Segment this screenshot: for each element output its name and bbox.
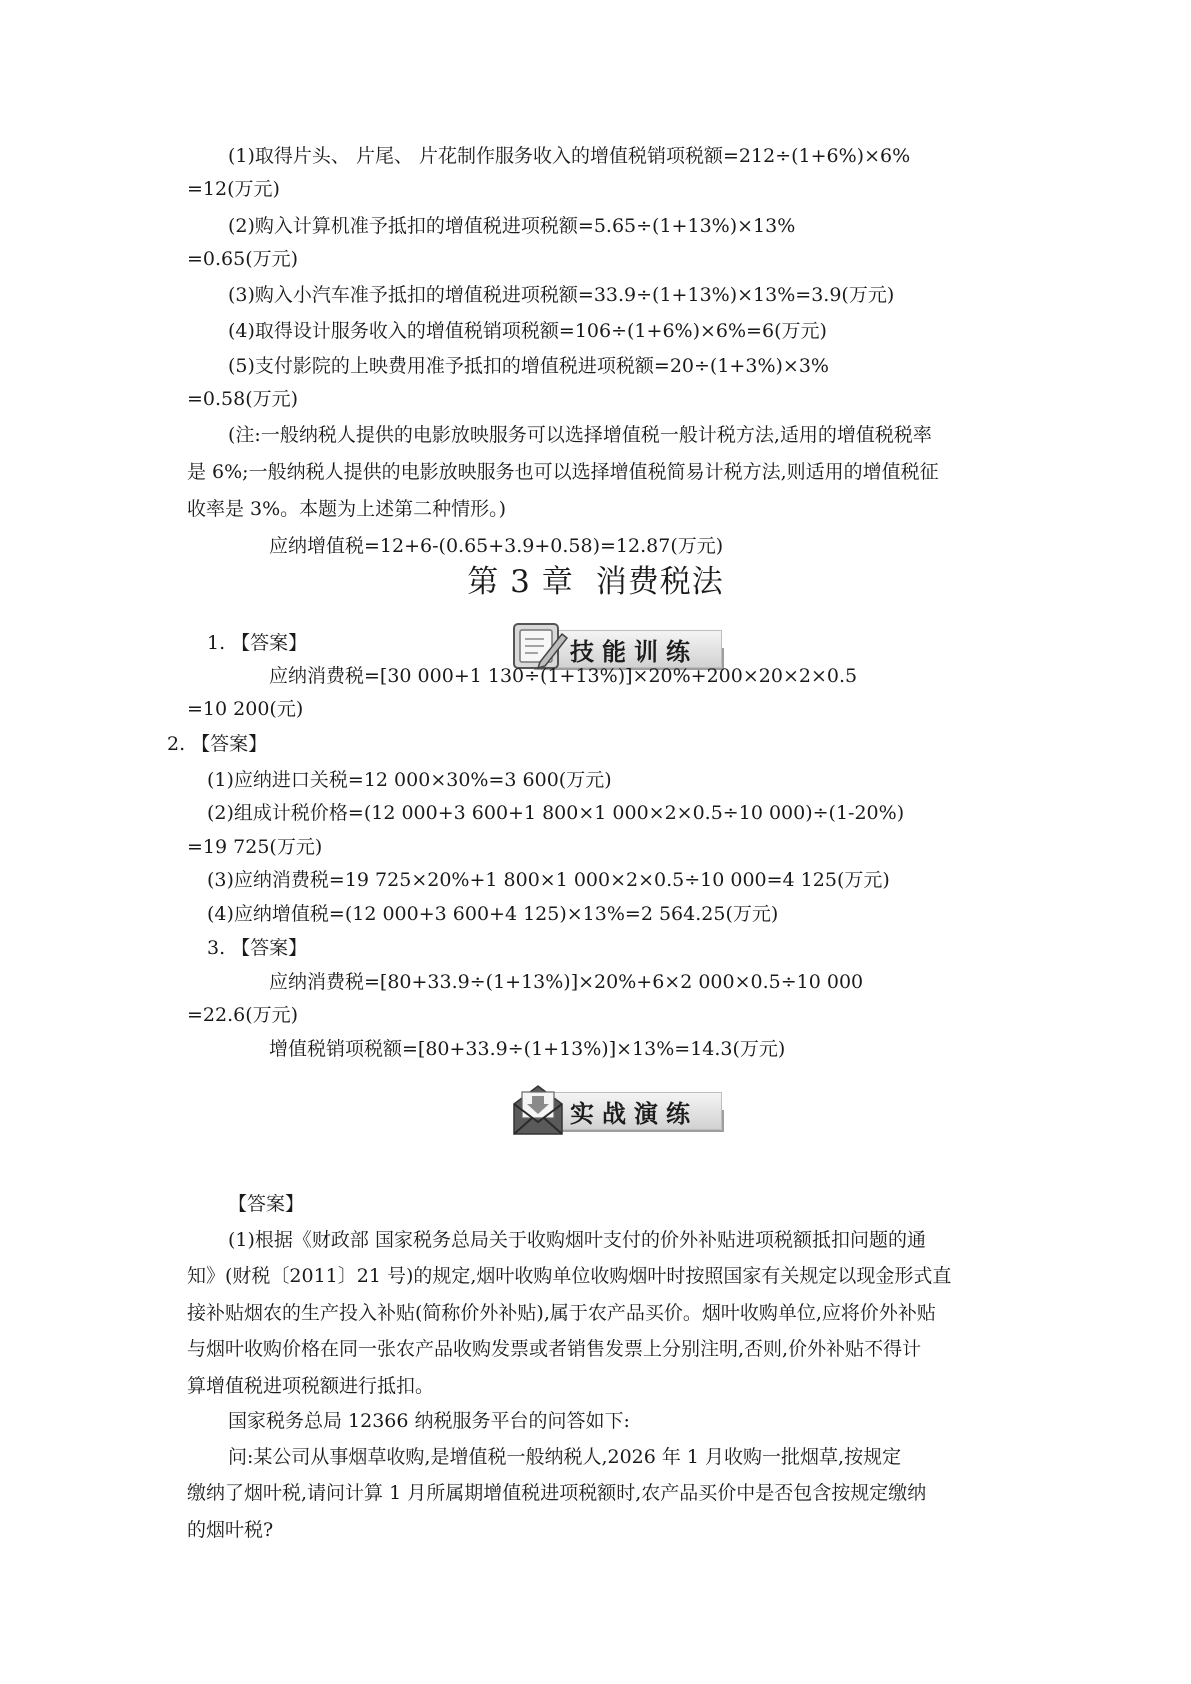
answer-line: (1)根据《财政部 国家税务总局关于收购烟叶支付的价外补贴进项税额抵扣问题的通 — [228, 1229, 926, 1251]
chapter-heading: 第 3 章 消费税法 — [467, 564, 724, 600]
answer-line: =12(万元) — [187, 178, 280, 200]
skill-training-banner: 技能训练 — [510, 618, 724, 676]
answer-line: =19 725(万元) — [187, 836, 323, 858]
answer-line: 算增值税进项税额进行抵扣。 — [187, 1375, 435, 1397]
answer-line: (5)支付影院的上映费用准予抵扣的增值税进项税额=20÷(1+3%)×3% — [228, 355, 829, 377]
answer-line: 【答案】 — [228, 1193, 305, 1215]
answer-line: (4)取得设计服务收入的增值税销项税额=106÷(1+6%)×6%=6(万元) — [228, 320, 827, 342]
answer-line: =0.65(万元) — [187, 248, 299, 270]
answer-line: (3)应纳消费税=19 725×20%+1 800×1 000×2×0.5÷10 000=4 125(万元) — [207, 869, 890, 891]
practice-banner: 实战演练 — [510, 1080, 724, 1138]
answer-line: (1)取得片头、 片尾、 片花制作服务收入的增值税销项税额=212÷(1+6%)×6% — [228, 145, 911, 167]
answer-line: 国家税务总局 12366 纳税服务平台的问答如下: — [228, 1410, 630, 1432]
answer-line: =22.6(万元) — [187, 1004, 299, 1026]
answer-line: =10 200(元) — [187, 698, 304, 720]
envelope-download-icon — [510, 1080, 570, 1138]
answer-line: 2. 【答案】 — [167, 733, 268, 755]
note-line: 是 6%;一般纳税人提供的电影放映服务也可以选择增值税简易计税方法,则适用的增值税征 — [187, 461, 939, 483]
answer-line: 的烟叶税? — [187, 1519, 274, 1541]
note-line: 收率是 3%。本题为上述第二种情形。) — [187, 498, 507, 520]
answer-line: 应纳增值税=12+6-(0.65+3.9+0.58)=12.87(万元) — [269, 535, 724, 557]
answer-line: 应纳消费税=[30 000+1 130÷(1+13%)]×20%+200×20×2×0.5 — [269, 665, 858, 687]
answer-line: 知》(财税〔2011〕21 号)的规定,烟叶收购单位收购烟叶时按照国家有关规定以现金形式直 — [187, 1265, 952, 1287]
answer-line: (1)应纳进口关税=12 000×30%=3 600(万元) — [207, 769, 612, 791]
answer-line: =0.58(万元) — [187, 388, 299, 410]
answer-line: (2)组成计税价格=(12 000+3 600+1 800×1 000×2×0.5÷10 000)÷(1-20%) — [207, 802, 905, 824]
answer-line: (4)应纳增值税=(12 000+3 600+4 125)×13%=2 564.25(万元) — [207, 903, 779, 925]
answer-line: 1. 【答案】 — [207, 632, 308, 654]
answer-line: (2)购入计算机准予抵扣的增值税进项税额=5.65÷(1+13%)×13% — [228, 215, 796, 237]
answer-line: 增值税销项税额=[80+33.9÷(1+13%)]×13%=14.3(万元) — [269, 1038, 786, 1060]
answer-line: 应纳消费税=[80+33.9÷(1+13%)]×20%+6×2 000×0.5÷10 000 — [269, 971, 864, 993]
answer-line: 与烟叶收购价格在同一张农产品收购发票或者销售发票上分别注明,否则,价外补贴不得计 — [187, 1338, 922, 1360]
answer-line: 接补贴烟农的生产投入补贴(简称价外补贴),属于农产品买价。烟叶收购单位,应将价外补贴 — [187, 1302, 936, 1324]
note-line: (注:一般纳税人提供的电影放映服务可以选择增值税一般计税方法,适用的增值税税率 — [228, 424, 932, 446]
answer-line: 缴纳了烟叶税,请问计算 1 月所属期增值税进项税额时,农产品买价中是否包含按规定缴纳 — [187, 1482, 927, 1504]
answer-line: 3. 【答案】 — [207, 937, 308, 959]
answer-line: 问:某公司从事烟草收购,是增值税一般纳税人,2026 年 1 月收购一批烟草,按规定 — [228, 1446, 902, 1468]
answer-line: (3)购入小汽车准予抵扣的增值税进项税额=33.9÷(1+13%)×13%=3.9(万元) — [228, 284, 895, 306]
